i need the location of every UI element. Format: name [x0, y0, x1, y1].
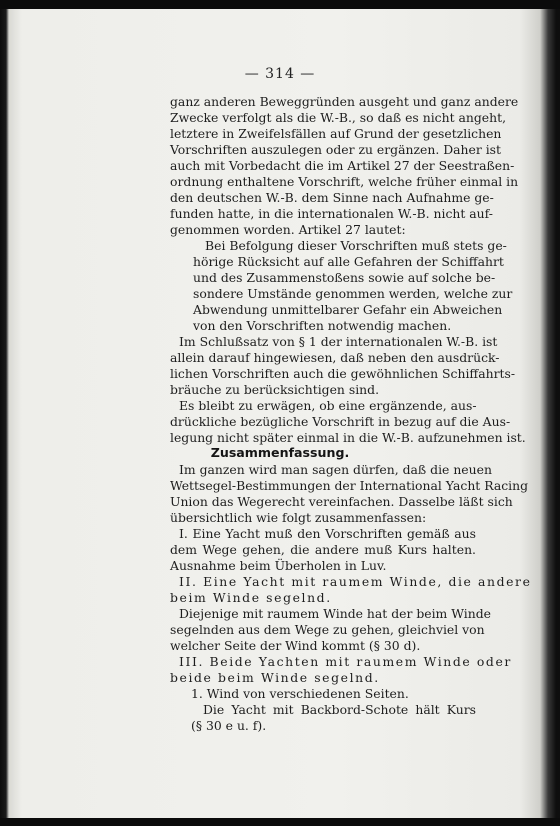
rule-line: dem Wege gehen, die andere muß Kurs halten.: [170, 542, 476, 557]
body-line: Zwecke verfolgt als die W.-B., so daß es nicht angeht,: [170, 110, 507, 125]
body-line: legung nicht später einmal in die W.-B. aufzunehmen ist.: [170, 430, 526, 445]
rule-line: (§ 30 e u. f).: [191, 718, 267, 733]
body-line: Vorschriften auszulegen oder zu ergänzen. Daher ist: [170, 142, 501, 157]
quote-line: Bei Befolgung dieser Vorschriften muß stets ge-: [205, 238, 507, 253]
quote-line: und des Zusammenstoßens sowie auf solche be-: [193, 270, 496, 285]
rule-line: Die Yacht mit Backbord-Schote hält Kurs: [203, 702, 476, 717]
page-number: — 314 —: [244, 66, 316, 82]
body-line: Wettsegel-Bestimmungen der International Yacht Racing: [170, 478, 529, 493]
scan-top-edge: [0, 0, 560, 9]
body-line: auch mit Vorbedacht die im Artikel 27 der Seestraßen-: [170, 158, 515, 173]
rule-line: 1. Wind von verschiedenen Seiten.: [191, 686, 409, 701]
body-line: allein darauf hingewiesen, daß neben den ausdrück-: [170, 350, 500, 365]
rule-line: beide beim Winde segelnd.: [170, 670, 380, 685]
quote-line: sondere Umstände genommen werden, welche zur: [193, 286, 513, 301]
body-line: genommen worden. Artikel 27 lautet:: [170, 222, 406, 237]
quote-line: von den Vorschriften notwendig machen.: [193, 318, 452, 333]
rule-line: II. Eine Yacht mit raumem Winde, die andere: [179, 574, 532, 589]
rule-line: Diejenige mit raumem Winde hat der beim Winde: [179, 606, 491, 621]
body-line: ganz anderen Beweggründen ausgeht und ganz andere: [170, 94, 519, 109]
section-heading: Zusammenfassung.: [210, 445, 350, 460]
body-line: lichen Vorschriften auch die gewöhnlichen Schiffahrts-: [170, 366, 516, 381]
rule-line: segelnden aus dem Wege zu gehen, gleichviel von: [170, 622, 485, 637]
body-line: funden hatte, in die internationalen W.-B. nicht auf-: [170, 206, 493, 221]
body-line: letztere in Zweifelsfällen auf Grund der gesetzlichen: [170, 126, 502, 141]
body-line: drückliche bezügliche Vorschrift in bezug auf die Aus-: [170, 414, 511, 429]
body-line: Im ganzen wird man sagen dürfen, daß die neuen: [179, 462, 492, 477]
rule-line: beim Winde segelnd.: [170, 590, 332, 605]
body-line: ordnung enthaltene Vorschrift, welche früher einmal in: [170, 174, 519, 189]
body-line: bräuche zu berücksichtigen sind.: [170, 382, 380, 397]
body-line: den deutschen W.-B. dem Sinne nach Aufnahme ge-: [170, 190, 494, 205]
rule-line: welcher Seite der Wind kommt (§ 30 d).: [170, 638, 421, 653]
body-line: übersichtlich wie folgt zusammenfassen:: [170, 510, 427, 525]
body-line: Im Schlußsatz von § 1 der internationalen W.-B. ist: [179, 334, 498, 349]
quote-line: Abwendung unmittelbarer Gefahr ein Abweichen: [193, 302, 503, 317]
scan-bottom-edge: [0, 818, 560, 826]
rule-line: I. Eine Yacht muß den Vorschriften gemäß aus: [179, 526, 476, 541]
body-line: Es bleibt zu erwägen, ob eine ergänzende, aus-: [179, 398, 477, 413]
rule-line: III. Beide Yachten mit raumem Winde oder: [179, 654, 512, 669]
quote-line: hörige Rücksicht auf alle Gefahren der Schiffahrt: [193, 254, 504, 269]
rule-line: Ausnahme beim Überholen in Luv.: [170, 558, 387, 573]
body-line: Union das Wegerecht vereinfachen. Dasselbe läßt sich: [170, 494, 513, 509]
